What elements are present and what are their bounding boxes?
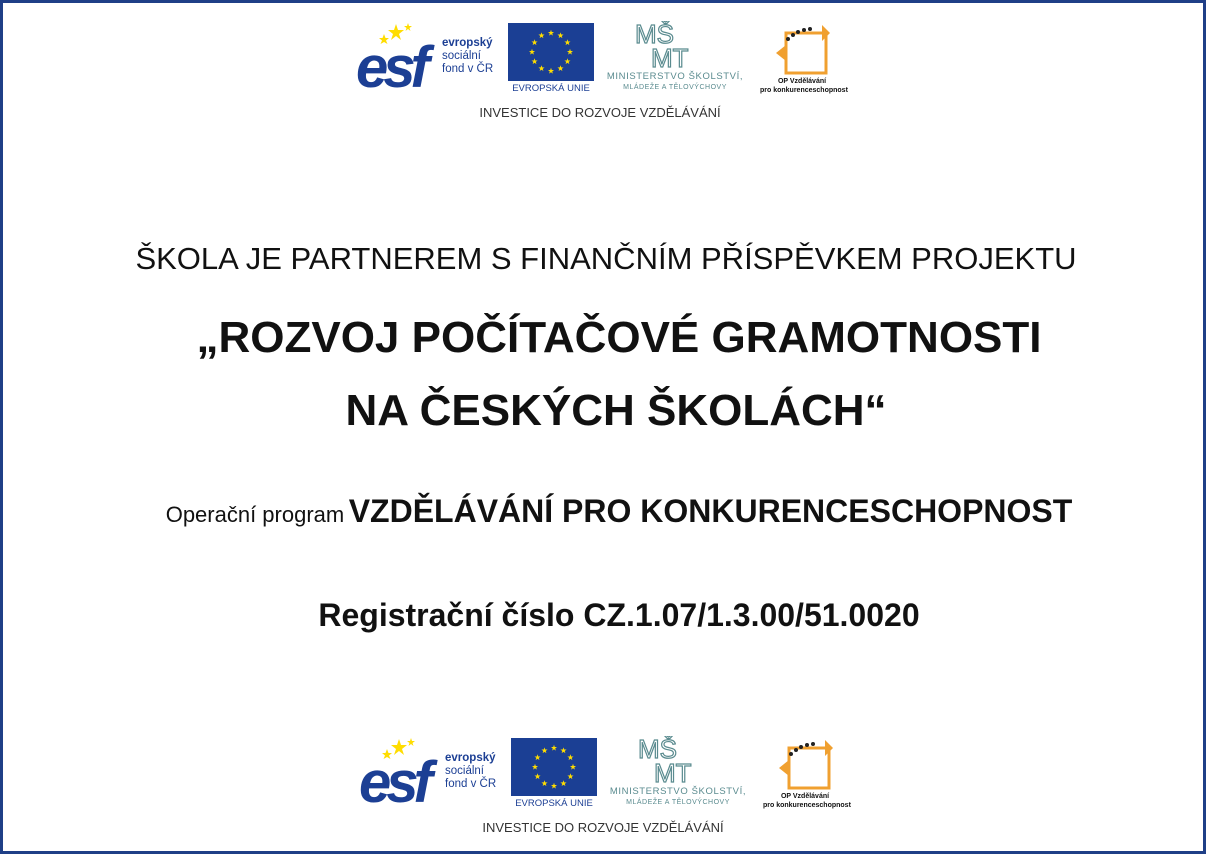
eu-label: EVROPSKÁ UNIE bbox=[515, 798, 593, 809]
eu-star-icon bbox=[557, 65, 563, 71]
eu-star-icon bbox=[529, 49, 535, 55]
esf-caption-line: evropský bbox=[442, 37, 493, 49]
project-title-line1: „ROZVOJ POČÍTAČOVÉ GRAMOTNOSTI bbox=[196, 313, 1042, 362]
eu-star-icon bbox=[551, 783, 557, 789]
eu-star-icon bbox=[567, 754, 573, 760]
eu-stars-icon bbox=[511, 738, 597, 796]
esf-logo bbox=[356, 25, 506, 100]
program-prefix: Operační program bbox=[165, 502, 345, 527]
eu-star-icon bbox=[532, 39, 538, 45]
eu-star-icon bbox=[567, 773, 573, 779]
svg-text:MŠ: MŠ bbox=[638, 736, 677, 764]
eu-flag bbox=[508, 23, 594, 81]
logo-bar-top bbox=[3, 21, 1203, 121]
msmt-name-line1: MINISTERSTVO ŠKOLSTVÍ, bbox=[609, 786, 747, 797]
msmt-logo bbox=[600, 21, 750, 97]
msmt-logo bbox=[603, 736, 753, 812]
esf-caption-line: fond v ČR bbox=[442, 63, 494, 75]
eu-star-icon bbox=[541, 780, 547, 786]
eu-star-icon bbox=[532, 764, 538, 770]
op-logo bbox=[760, 23, 860, 99]
esf-caption-line: evropský bbox=[445, 752, 496, 764]
eu-star-icon bbox=[535, 773, 541, 779]
msmt-name-line2: MLÁDEŽE A TĚLOVÝCHOVY bbox=[623, 84, 727, 91]
eu-stars-icon bbox=[508, 23, 594, 81]
esf-caption bbox=[442, 37, 493, 76]
eu-star-icon bbox=[548, 30, 554, 36]
op-name-line1: OP Vzdělávání bbox=[777, 78, 827, 85]
logo-strip bbox=[359, 736, 859, 814]
esf-caption bbox=[445, 752, 496, 791]
registration-number: Registrační číslo CZ.1.07/1.3.00/51.0020 bbox=[318, 597, 920, 633]
op-name-line1: OP Vzdělávání bbox=[780, 793, 830, 800]
eu-star-icon bbox=[551, 745, 557, 751]
program-line bbox=[3, 493, 1206, 530]
eu-star-icon bbox=[564, 58, 570, 64]
eu-star-icon bbox=[560, 780, 566, 786]
esf-caption-line: sociální bbox=[445, 765, 484, 777]
op-mark-icon bbox=[775, 738, 835, 794]
eu-star-icon bbox=[548, 68, 554, 74]
logo-bar-bottom bbox=[3, 736, 1203, 836]
eu-star-icon bbox=[570, 764, 576, 770]
msmt-name-line2: MLÁDEŽE A TĚLOVÝCHOVY bbox=[626, 799, 730, 806]
svg-text:MŠ: MŠ bbox=[635, 21, 674, 49]
msmt-name-line1: MINISTERSTVO ŠKOLSTVÍ, bbox=[606, 71, 744, 82]
eu-star-icon bbox=[560, 747, 566, 753]
msmt-mark-icon bbox=[638, 736, 718, 786]
esf-wordmark: esf bbox=[356, 35, 425, 100]
msmt-mark-icon bbox=[635, 21, 715, 71]
eu-logo bbox=[511, 738, 597, 810]
eu-star-icon bbox=[541, 747, 547, 753]
investment-tagline: INVESTICE DO ROZVOJE VZDĚLÁVÁNÍ bbox=[479, 105, 721, 120]
eu-star-icon bbox=[538, 65, 544, 71]
eu-star-icon bbox=[538, 32, 544, 38]
eu-star-icon bbox=[564, 39, 570, 45]
op-mark-icon bbox=[772, 23, 832, 79]
eu-star-icon bbox=[532, 58, 538, 64]
program-name: VZDĚLÁVÁNÍ PRO KONKURENCESCHOPNOST bbox=[348, 493, 1073, 529]
op-logo bbox=[763, 738, 863, 814]
eu-label: EVROPSKÁ UNIE bbox=[512, 83, 590, 94]
esf-caption-line: fond v ČR bbox=[445, 778, 497, 790]
eu-star-icon bbox=[535, 754, 541, 760]
esf-logo bbox=[359, 740, 509, 815]
eu-logo bbox=[508, 23, 594, 95]
project-title-line2: NA ČESKÝCH ŠKOLÁCH“ bbox=[345, 386, 887, 435]
op-name-line2: pro konkurenceschopnost bbox=[763, 802, 851, 809]
op-name-line2: pro konkurenceschopnost bbox=[760, 87, 848, 94]
logo-strip bbox=[356, 21, 856, 99]
esf-caption-line: sociální bbox=[442, 50, 481, 62]
eu-star-icon bbox=[567, 49, 573, 55]
investment-tagline: INVESTICE DO ROZVOJE VZDĚLÁVÁNÍ bbox=[482, 820, 724, 835]
esf-wordmark: esf bbox=[359, 750, 428, 815]
eu-star-icon bbox=[557, 32, 563, 38]
svg-text:MT: MT bbox=[654, 758, 692, 786]
eu-flag bbox=[511, 738, 597, 796]
partner-statement: ŠKOLA JE PARTNEREM S FINANČNÍM PŘÍSPĚVKEM PROJEKTU bbox=[135, 241, 1077, 276]
svg-text:MT: MT bbox=[651, 43, 689, 71]
